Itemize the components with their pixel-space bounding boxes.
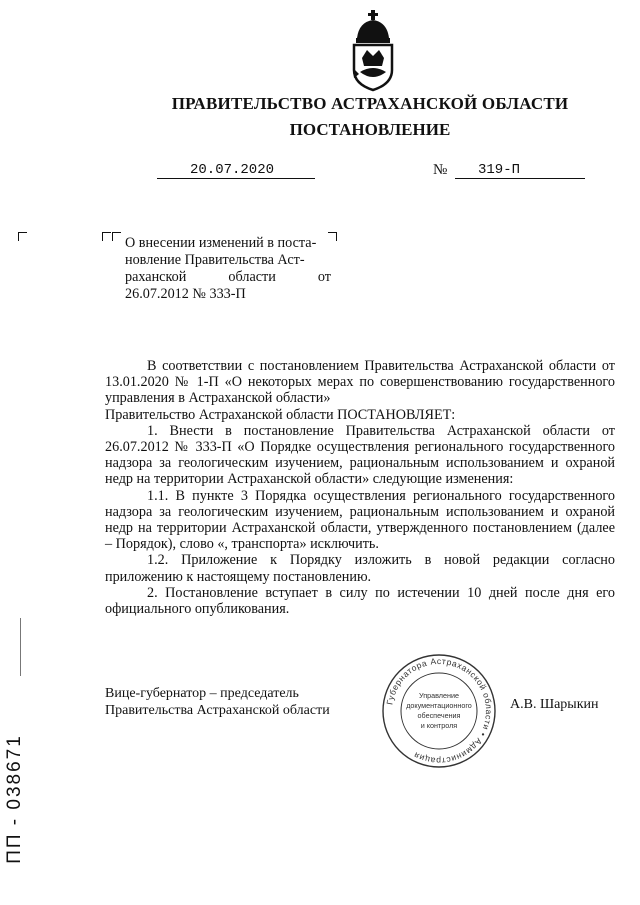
form-serial-number xyxy=(3,718,42,888)
resolution-line: Правительство Астраханской области ПОСТАНОВЛЯЕТ: xyxy=(105,406,456,423)
date-underline xyxy=(157,178,315,179)
subject-line: новление Правительства Аст- xyxy=(125,252,305,268)
number-underline xyxy=(455,178,585,179)
clause-1: 1. Внести в постановление Правительства Астраханской области от 26.07.2012 № 333-П «О Порядке осуществления регионального государственного надзора за геологическим изучением, рациональным использованием и охраной недр на территории Астраханской области» следующие изменения: xyxy=(105,422,615,488)
stamp-center-line: Управление xyxy=(419,691,459,700)
subject-corner-mark xyxy=(102,232,111,241)
stamp-center-line: обеспечения xyxy=(417,711,461,720)
serial-text: ПП - 038671 xyxy=(3,734,25,864)
clause-1-1: 1.1. В пункте 3 Порядка осуществления регионального государственного надзора за геологическим изучением, рациональным использованием и охраной недр на территории Астраханской области, утвержденного постановлением (далее – Порядок), слово «, транспорта» исключить. xyxy=(105,487,615,553)
preamble-paragraph: В соответствии с постановлением Правительства Астраханской области от 13.01.2020 № 1-П «О некоторых мерах по совершенствованию государственного управления в Астраханской области» xyxy=(105,358,615,407)
coat-of-arms-icon xyxy=(345,8,401,92)
document-type: ПОСТАНОВЛЕНИЕ xyxy=(289,120,451,139)
stamp-center-line: и контроля xyxy=(420,721,458,730)
position-line: Правительства Астраханской области xyxy=(105,703,330,718)
subject-line: 26.07.2012 № 333-П xyxy=(125,286,246,302)
subject-line: раханской области от xyxy=(125,269,331,285)
clause-1-2: 1.2. Приложение к Порядку изложить в новой редакции согласно приложению к настоящему постановлению. xyxy=(105,552,615,585)
official-stamp xyxy=(380,652,498,770)
clause-2: 2. Постановление вступает в силу по истечении 10 дней после дня его официального опубликования. xyxy=(105,584,615,618)
government-title: ПРАВИТЕЛЬСТВО АСТРАХАНСКОЙ ОБЛАСТИ xyxy=(171,94,569,113)
document-body xyxy=(105,358,615,617)
document-date: 20.07.2020 xyxy=(190,162,275,178)
stamp-center-line: документационного xyxy=(406,701,472,710)
margin-corner-mark xyxy=(18,232,27,241)
subject-corner-mark xyxy=(112,232,121,241)
stamp-ring-text: Губернатора Астраханской области • Администрация xyxy=(384,655,495,767)
signatory-position xyxy=(105,685,330,719)
subject-line: О внесении изменений в поста- xyxy=(125,235,317,251)
margin-line xyxy=(20,618,21,676)
document-subject xyxy=(125,235,331,303)
document-number: 319-П xyxy=(478,162,521,178)
number-sign: № xyxy=(433,162,448,178)
position-line: Вице-губернатор – председатель xyxy=(105,686,299,701)
signatory-name: А.В. Шарыкин xyxy=(510,697,599,712)
